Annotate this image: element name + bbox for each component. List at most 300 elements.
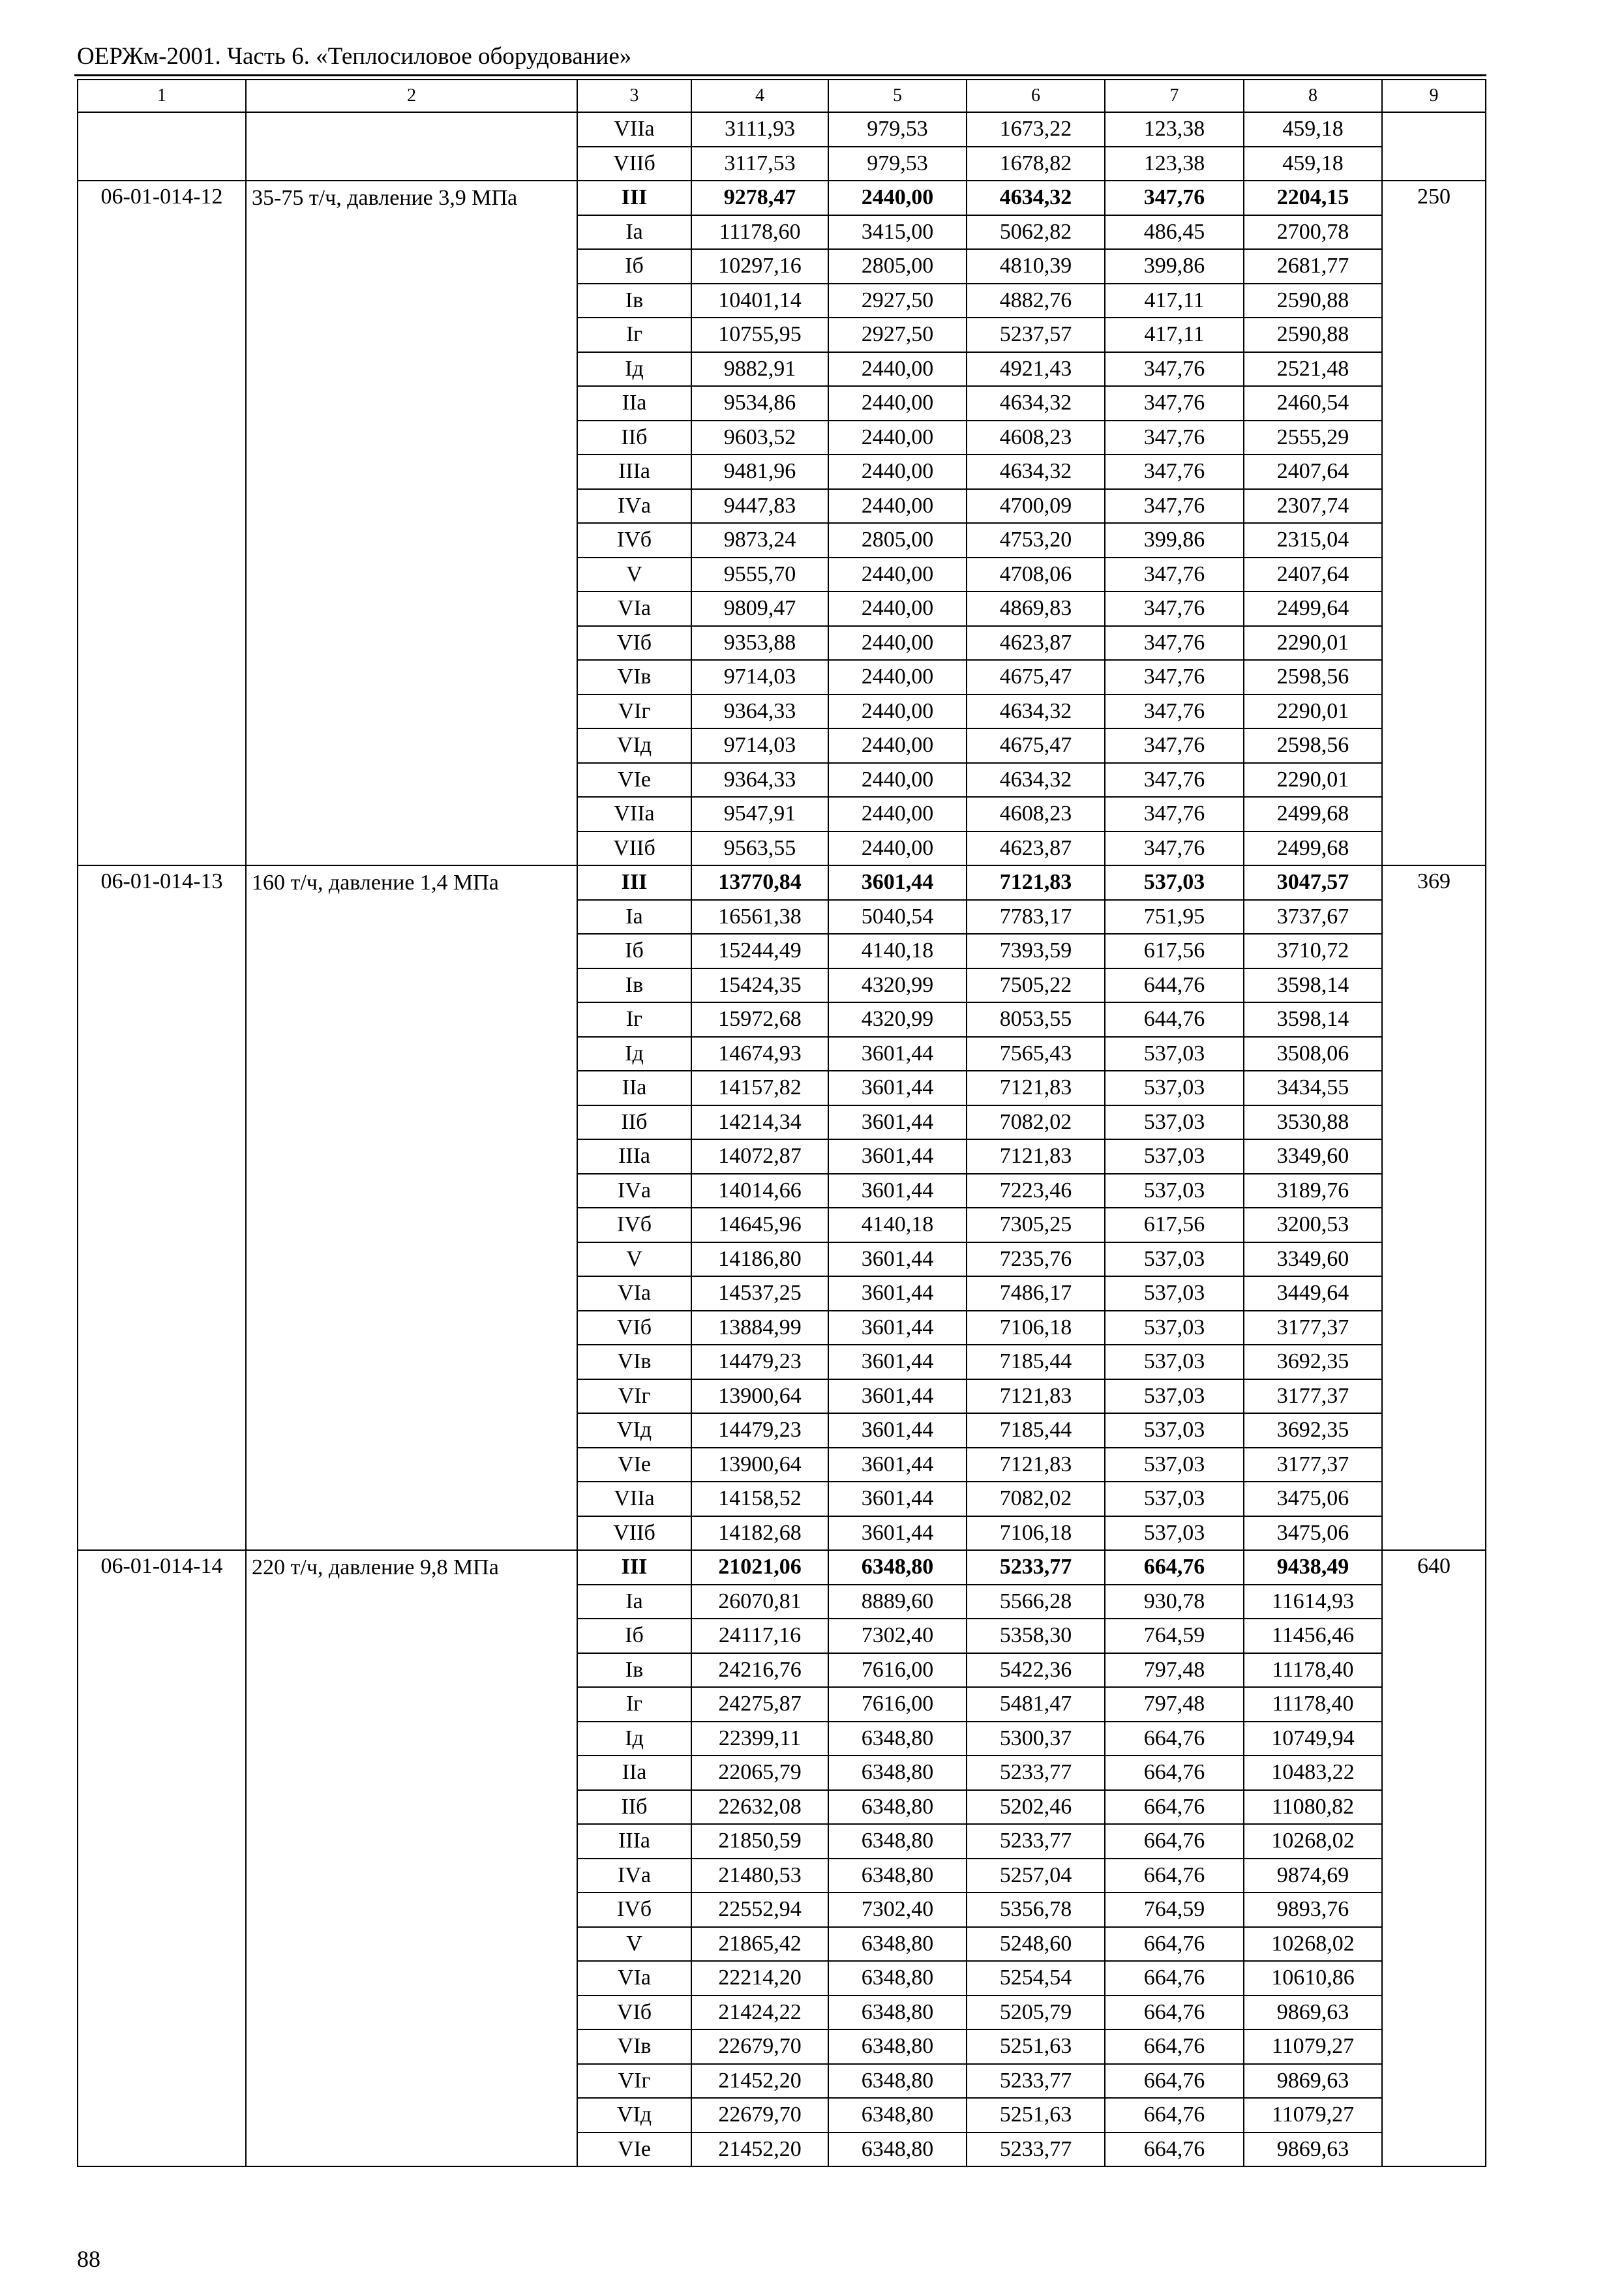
column-header: 5 bbox=[828, 80, 967, 112]
value-cell: 9603,52 bbox=[691, 421, 828, 455]
item-code: 06-01-014-14 bbox=[78, 1550, 246, 2166]
zone-cell: IVа bbox=[577, 1174, 691, 1208]
value-cell: 5233,77 bbox=[967, 1756, 1105, 1790]
value-cell: 664,76 bbox=[1105, 1927, 1244, 1962]
value-cell: 9438,49 bbox=[1244, 1550, 1382, 1585]
value-cell: 5233,77 bbox=[967, 1550, 1105, 1585]
value-cell: 9809,47 bbox=[691, 591, 828, 626]
value-cell: 399,86 bbox=[1105, 249, 1244, 284]
value-cell: 9534,86 bbox=[691, 386, 828, 421]
value-cell: 4320,99 bbox=[828, 1002, 967, 1037]
value-cell: 537,03 bbox=[1105, 1311, 1244, 1345]
value-cell: 2440,00 bbox=[828, 386, 967, 421]
zone-cell: VIа bbox=[577, 1276, 691, 1311]
value-cell: 2440,00 bbox=[828, 797, 967, 831]
zone-cell: VIIб bbox=[577, 1516, 691, 1551]
value-cell: 14158,52 bbox=[691, 1482, 828, 1516]
value-cell: 2440,00 bbox=[828, 558, 967, 592]
value-cell: 979,53 bbox=[828, 112, 967, 147]
value-cell: 4623,87 bbox=[967, 831, 1105, 866]
value-cell: 764,59 bbox=[1105, 1893, 1244, 1927]
column-header: 7 bbox=[1105, 80, 1244, 112]
value-cell: 486,45 bbox=[1105, 215, 1244, 250]
value-cell: 6348,80 bbox=[828, 1550, 967, 1585]
value-cell: 3415,00 bbox=[828, 215, 967, 250]
value-cell: 7302,40 bbox=[828, 1893, 967, 1927]
value-cell: 3449,64 bbox=[1244, 1276, 1382, 1311]
value-cell: 2440,00 bbox=[828, 455, 967, 489]
value-cell: 13900,64 bbox=[691, 1379, 828, 1414]
value-cell: 2700,78 bbox=[1244, 215, 1382, 250]
page-title: ОЕРЖм-2001. Часть 6. «Теплосиловое оборудование» bbox=[77, 43, 632, 70]
value-cell: 10297,16 bbox=[691, 249, 828, 284]
value-cell: 3177,37 bbox=[1244, 1379, 1382, 1414]
value-cell: 2521,48 bbox=[1244, 352, 1382, 387]
value-cell: 7235,76 bbox=[967, 1242, 1105, 1277]
value-cell: 15972,68 bbox=[691, 1002, 828, 1037]
value-cell: 347,76 bbox=[1105, 763, 1244, 798]
table-row bbox=[78, 181, 1486, 215]
zone-cell: Iа bbox=[577, 215, 691, 250]
value-cell: 347,76 bbox=[1105, 591, 1244, 626]
value-cell: 22552,94 bbox=[691, 1893, 828, 1927]
value-cell: 2499,68 bbox=[1244, 831, 1382, 866]
item-description: 160 т/ч, давление 1,4 МПа bbox=[246, 865, 577, 1550]
value-cell: 347,76 bbox=[1105, 558, 1244, 592]
value-cell: 2440,00 bbox=[828, 421, 967, 455]
zone-cell: V bbox=[577, 1927, 691, 1962]
value-cell: 751,95 bbox=[1105, 900, 1244, 935]
zone-cell: IIIа bbox=[577, 1139, 691, 1174]
value-cell: 5356,78 bbox=[967, 1893, 1105, 1927]
value-cell: 2440,00 bbox=[828, 695, 967, 729]
value-cell: 21424,22 bbox=[691, 1996, 828, 2030]
value-cell: 3601,44 bbox=[828, 1037, 967, 1071]
value-cell: 11456,46 bbox=[1244, 1619, 1382, 1653]
value-cell: 3601,44 bbox=[828, 1139, 967, 1174]
value-cell: 1673,22 bbox=[967, 112, 1105, 147]
value-cell: 4634,32 bbox=[967, 455, 1105, 489]
value-cell: 2315,04 bbox=[1244, 523, 1382, 558]
value-cell: 7223,46 bbox=[967, 1174, 1105, 1208]
price-table bbox=[77, 79, 1486, 2167]
value-cell: 2440,00 bbox=[828, 728, 967, 763]
value-cell: 4634,32 bbox=[967, 763, 1105, 798]
value-cell: 459,18 bbox=[1244, 147, 1382, 181]
value-cell: 664,76 bbox=[1105, 1824, 1244, 1859]
value-cell: 7783,17 bbox=[967, 900, 1105, 935]
value-cell: 11614,93 bbox=[1244, 1585, 1382, 1619]
value-cell: 4675,47 bbox=[967, 660, 1105, 695]
value-cell: 3737,67 bbox=[1244, 900, 1382, 935]
zone-cell: VIе bbox=[577, 1448, 691, 1482]
value-cell: 3601,44 bbox=[828, 1242, 967, 1277]
column-header: 1 bbox=[78, 80, 246, 112]
zone-cell: V bbox=[577, 1242, 691, 1277]
value-cell: 9873,24 bbox=[691, 523, 828, 558]
value-cell: 7505,22 bbox=[967, 968, 1105, 1003]
value-cell: 2440,00 bbox=[828, 489, 967, 524]
value-cell: 24117,16 bbox=[691, 1619, 828, 1653]
value-cell: 537,03 bbox=[1105, 1105, 1244, 1140]
value-cell: 2555,29 bbox=[1244, 421, 1382, 455]
value-cell: 7305,25 bbox=[967, 1208, 1105, 1242]
value-cell: 4320,99 bbox=[828, 968, 967, 1003]
value-cell: 347,76 bbox=[1105, 695, 1244, 729]
zone-cell: VIIа bbox=[577, 1482, 691, 1516]
value-cell: 9893,76 bbox=[1244, 1893, 1382, 1927]
value-cell: 10268,02 bbox=[1244, 1824, 1382, 1859]
value-cell: 6348,80 bbox=[828, 1756, 967, 1790]
value-cell: 9869,63 bbox=[1244, 1996, 1382, 2030]
item-code bbox=[78, 112, 246, 181]
value-cell: 4869,83 bbox=[967, 591, 1105, 626]
value-cell: 2460,54 bbox=[1244, 386, 1382, 421]
value-cell: 3692,35 bbox=[1244, 1345, 1382, 1379]
value-cell: 8889,60 bbox=[828, 1585, 967, 1619]
value-cell: 7302,40 bbox=[828, 1619, 967, 1653]
value-cell: 21452,20 bbox=[691, 2132, 828, 2167]
value-cell: 3601,44 bbox=[828, 1105, 967, 1140]
zone-cell: VIв bbox=[577, 1345, 691, 1379]
zone-cell: V bbox=[577, 558, 691, 592]
value-cell: 3601,44 bbox=[828, 1311, 967, 1345]
value-cell: 21021,06 bbox=[691, 1550, 828, 1585]
zone-cell: Iв bbox=[577, 1653, 691, 1688]
zone-cell: Iб bbox=[577, 249, 691, 284]
value-cell: 537,03 bbox=[1105, 1276, 1244, 1311]
value-cell: 16561,38 bbox=[691, 900, 828, 935]
value-cell: 10755,95 bbox=[691, 318, 828, 352]
zone-cell: VIб bbox=[577, 1311, 691, 1345]
value-cell: 3601,44 bbox=[828, 1448, 967, 1482]
zone-cell: IIа bbox=[577, 1071, 691, 1105]
table-row bbox=[78, 112, 1486, 147]
value-cell: 664,76 bbox=[1105, 1961, 1244, 1996]
value-cell: 9874,69 bbox=[1244, 1859, 1382, 1893]
zone-cell: VIг bbox=[577, 2064, 691, 2099]
value-cell: 4810,39 bbox=[967, 249, 1105, 284]
value-cell: 21480,53 bbox=[691, 1859, 828, 1893]
column-header: 9 bbox=[1382, 80, 1486, 112]
value-cell: 6348,80 bbox=[828, 1996, 967, 2030]
value-cell: 6348,80 bbox=[828, 1790, 967, 1825]
zone-cell: Iд bbox=[577, 1722, 691, 1756]
value-cell: 764,59 bbox=[1105, 1619, 1244, 1653]
value-cell: 11080,82 bbox=[1244, 1790, 1382, 1825]
value-cell: 537,03 bbox=[1105, 865, 1244, 900]
value-cell: 537,03 bbox=[1105, 1413, 1244, 1448]
value-cell: 7185,44 bbox=[967, 1345, 1105, 1379]
value-cell: 3189,76 bbox=[1244, 1174, 1382, 1208]
value-cell: 22399,11 bbox=[691, 1722, 828, 1756]
value-cell: 14537,25 bbox=[691, 1276, 828, 1311]
zone-cell: Iв bbox=[577, 968, 691, 1003]
value-cell: 5257,04 bbox=[967, 1859, 1105, 1893]
value-cell: 3475,06 bbox=[1244, 1482, 1382, 1516]
value-cell: 123,38 bbox=[1105, 112, 1244, 147]
value-cell: 11079,27 bbox=[1244, 2029, 1382, 2064]
value-cell: 979,53 bbox=[828, 147, 967, 181]
value-cell: 3349,60 bbox=[1244, 1139, 1382, 1174]
zone-cell: VIг bbox=[577, 695, 691, 729]
value-cell: 7393,59 bbox=[967, 934, 1105, 968]
value-cell: 347,76 bbox=[1105, 797, 1244, 831]
value-cell: 2598,56 bbox=[1244, 660, 1382, 695]
value-cell: 3508,06 bbox=[1244, 1037, 1382, 1071]
value-cell: 7185,44 bbox=[967, 1413, 1105, 1448]
value-cell: 537,03 bbox=[1105, 1379, 1244, 1414]
value-cell: 10401,14 bbox=[691, 284, 828, 318]
value-cell: 11079,27 bbox=[1244, 2098, 1382, 2132]
table-header bbox=[78, 80, 1486, 112]
value-cell: 4608,23 bbox=[967, 421, 1105, 455]
value-cell: 347,76 bbox=[1105, 352, 1244, 387]
value-cell: 2204,15 bbox=[1244, 181, 1382, 215]
value-cell: 4753,20 bbox=[967, 523, 1105, 558]
value-cell: 9714,03 bbox=[691, 728, 828, 763]
value-cell: 11178,40 bbox=[1244, 1687, 1382, 1722]
value-cell: 4708,06 bbox=[967, 558, 1105, 592]
zone-cell: VIд bbox=[577, 2098, 691, 2132]
value-cell: 2440,00 bbox=[828, 763, 967, 798]
column-9-cell: 250 bbox=[1382, 181, 1486, 865]
value-cell: 664,76 bbox=[1105, 1722, 1244, 1756]
value-cell: 617,56 bbox=[1105, 934, 1244, 968]
value-cell: 6348,80 bbox=[828, 2132, 967, 2167]
value-cell: 5251,63 bbox=[967, 2029, 1105, 2064]
value-cell: 15424,35 bbox=[691, 968, 828, 1003]
value-cell: 3200,53 bbox=[1244, 1208, 1382, 1242]
value-cell: 26070,81 bbox=[691, 1585, 828, 1619]
value-cell: 797,48 bbox=[1105, 1653, 1244, 1688]
value-cell: 4623,87 bbox=[967, 626, 1105, 661]
value-cell: 7082,02 bbox=[967, 1482, 1105, 1516]
value-cell: 14479,23 bbox=[691, 1345, 828, 1379]
value-cell: 3601,44 bbox=[828, 1276, 967, 1311]
value-cell: 3601,44 bbox=[828, 1516, 967, 1551]
value-cell: 2499,68 bbox=[1244, 797, 1382, 831]
value-cell: 537,03 bbox=[1105, 1037, 1244, 1071]
value-cell: 5254,54 bbox=[967, 1961, 1105, 1996]
zone-cell: VIв bbox=[577, 660, 691, 695]
zone-cell: VIIa bbox=[577, 112, 691, 147]
value-cell: 5248,60 bbox=[967, 1927, 1105, 1962]
value-cell: 9555,70 bbox=[691, 558, 828, 592]
value-cell: 7121,83 bbox=[967, 1071, 1105, 1105]
value-cell: 347,76 bbox=[1105, 728, 1244, 763]
column-header: 6 bbox=[967, 80, 1105, 112]
value-cell: 3601,44 bbox=[828, 1345, 967, 1379]
value-cell: 9447,83 bbox=[691, 489, 828, 524]
value-cell: 22065,79 bbox=[691, 1756, 828, 1790]
zone-cell: III bbox=[577, 865, 691, 900]
value-cell: 6348,80 bbox=[828, 2029, 967, 2064]
zone-cell: Iд bbox=[577, 352, 691, 387]
value-cell: 5300,37 bbox=[967, 1722, 1105, 1756]
value-cell: 4634,32 bbox=[967, 181, 1105, 215]
value-cell: 13900,64 bbox=[691, 1448, 828, 1482]
value-cell: 13770,84 bbox=[691, 865, 828, 900]
value-cell: 7121,83 bbox=[967, 1139, 1105, 1174]
value-cell: 2440,00 bbox=[828, 831, 967, 866]
value-cell: 10749,94 bbox=[1244, 1722, 1382, 1756]
value-cell: 3475,06 bbox=[1244, 1516, 1382, 1551]
value-cell: 347,76 bbox=[1105, 421, 1244, 455]
value-cell: 3601,44 bbox=[828, 1379, 967, 1414]
value-cell: 14674,93 bbox=[691, 1037, 828, 1071]
value-cell: 2590,88 bbox=[1244, 284, 1382, 318]
value-cell: 5358,30 bbox=[967, 1619, 1105, 1653]
value-cell: 4140,18 bbox=[828, 1208, 967, 1242]
value-cell: 3349,60 bbox=[1244, 1242, 1382, 1277]
value-cell: 22632,08 bbox=[691, 1790, 828, 1825]
value-cell: 21850,59 bbox=[691, 1824, 828, 1859]
zone-cell: VIIа bbox=[577, 797, 691, 831]
value-cell: 10610,86 bbox=[1244, 1961, 1382, 1996]
zone-cell: VIIб bbox=[577, 831, 691, 866]
value-cell: 3601,44 bbox=[828, 1482, 967, 1516]
column-header: 3 bbox=[577, 80, 691, 112]
value-cell: 7616,00 bbox=[828, 1653, 967, 1688]
value-cell: 417,11 bbox=[1105, 318, 1244, 352]
value-cell: 537,03 bbox=[1105, 1448, 1244, 1482]
value-cell: 14014,66 bbox=[691, 1174, 828, 1208]
value-cell: 2440,00 bbox=[828, 660, 967, 695]
value-cell: 3601,44 bbox=[828, 1071, 967, 1105]
value-cell: 7106,18 bbox=[967, 1311, 1105, 1345]
value-cell: 10483,22 bbox=[1244, 1756, 1382, 1790]
value-cell: 9278,47 bbox=[691, 181, 828, 215]
value-cell: 7486,17 bbox=[967, 1276, 1105, 1311]
zone-cell: Iг bbox=[577, 318, 691, 352]
item-description bbox=[246, 112, 577, 181]
value-cell: 2440,00 bbox=[828, 626, 967, 661]
table-body bbox=[78, 112, 1486, 2166]
value-cell: 347,76 bbox=[1105, 181, 1244, 215]
value-cell: 4140,18 bbox=[828, 934, 967, 968]
zone-cell: Iг bbox=[577, 1687, 691, 1722]
value-cell: 9547,91 bbox=[691, 797, 828, 831]
table-row bbox=[78, 865, 1486, 900]
value-cell: 14157,82 bbox=[691, 1071, 828, 1105]
zone-cell: VIIб bbox=[577, 147, 691, 181]
value-cell: 3111,93 bbox=[691, 112, 828, 147]
value-cell: 3601,44 bbox=[828, 865, 967, 900]
value-cell: 5202,46 bbox=[967, 1790, 1105, 1825]
value-cell: 11178,40 bbox=[1244, 1653, 1382, 1688]
value-cell: 14645,96 bbox=[691, 1208, 828, 1242]
value-cell: 22679,70 bbox=[691, 2098, 828, 2132]
value-cell: 2440,00 bbox=[828, 181, 967, 215]
value-cell: 7565,43 bbox=[967, 1037, 1105, 1071]
value-cell: 347,76 bbox=[1105, 489, 1244, 524]
value-cell: 3598,14 bbox=[1244, 1002, 1382, 1037]
value-cell: 21865,42 bbox=[691, 1927, 828, 1962]
value-cell: 9563,55 bbox=[691, 831, 828, 866]
value-cell: 347,76 bbox=[1105, 660, 1244, 695]
value-cell: 664,76 bbox=[1105, 1790, 1244, 1825]
zone-cell: III bbox=[577, 181, 691, 215]
column-header: 8 bbox=[1244, 80, 1382, 112]
value-cell: 2681,77 bbox=[1244, 249, 1382, 284]
value-cell: 4921,43 bbox=[967, 352, 1105, 387]
zone-cell: Iа bbox=[577, 900, 691, 935]
value-cell: 2290,01 bbox=[1244, 626, 1382, 661]
value-cell: 2927,50 bbox=[828, 284, 967, 318]
zone-cell: VIб bbox=[577, 1996, 691, 2030]
zone-cell: IIб bbox=[577, 1105, 691, 1140]
table-row bbox=[78, 1550, 1486, 1585]
value-cell: 1678,82 bbox=[967, 147, 1105, 181]
item-code: 06-01-014-12 bbox=[78, 181, 246, 865]
value-cell: 13884,99 bbox=[691, 1311, 828, 1345]
value-cell: 9869,63 bbox=[1244, 2132, 1382, 2167]
zone-cell: Iг bbox=[577, 1002, 691, 1037]
value-cell: 537,03 bbox=[1105, 1139, 1244, 1174]
value-cell: 3710,72 bbox=[1244, 934, 1382, 968]
zone-cell: Iа bbox=[577, 1585, 691, 1619]
value-cell: 7121,83 bbox=[967, 1448, 1105, 1482]
value-cell: 347,76 bbox=[1105, 626, 1244, 661]
value-cell: 21452,20 bbox=[691, 2064, 828, 2099]
value-cell: 797,48 bbox=[1105, 1687, 1244, 1722]
value-cell: 2499,64 bbox=[1244, 591, 1382, 626]
value-cell: 644,76 bbox=[1105, 1002, 1244, 1037]
zone-cell: IIIа bbox=[577, 1824, 691, 1859]
value-cell: 3177,37 bbox=[1244, 1448, 1382, 1482]
value-cell: 9364,33 bbox=[691, 763, 828, 798]
value-cell: 4634,32 bbox=[967, 695, 1105, 729]
value-cell: 24275,87 bbox=[691, 1687, 828, 1722]
value-cell: 2805,00 bbox=[828, 249, 967, 284]
value-cell: 459,18 bbox=[1244, 112, 1382, 147]
value-cell: 5481,47 bbox=[967, 1687, 1105, 1722]
value-cell: 7106,18 bbox=[967, 1516, 1105, 1551]
value-cell: 5251,63 bbox=[967, 2098, 1105, 2132]
value-cell: 664,76 bbox=[1105, 1996, 1244, 2030]
zone-cell: Iв bbox=[577, 284, 691, 318]
zone-cell: VIе bbox=[577, 2132, 691, 2167]
value-cell: 3117,53 bbox=[691, 147, 828, 181]
value-cell: 5040,54 bbox=[828, 900, 967, 935]
zone-cell: VIд bbox=[577, 1413, 691, 1448]
value-cell: 6348,80 bbox=[828, 2098, 967, 2132]
value-cell: 22679,70 bbox=[691, 2029, 828, 2064]
value-cell: 2598,56 bbox=[1244, 728, 1382, 763]
value-cell: 664,76 bbox=[1105, 2132, 1244, 2167]
value-cell: 6348,80 bbox=[828, 1927, 967, 1962]
value-cell: 24216,76 bbox=[691, 1653, 828, 1688]
zone-cell: IIа bbox=[577, 386, 691, 421]
value-cell: 537,03 bbox=[1105, 1174, 1244, 1208]
zone-cell: VIд bbox=[577, 728, 691, 763]
value-cell: 5233,77 bbox=[967, 2064, 1105, 2099]
value-cell: 6348,80 bbox=[828, 1859, 967, 1893]
value-cell: 9882,91 bbox=[691, 352, 828, 387]
value-cell: 6348,80 bbox=[828, 2064, 967, 2099]
value-cell: 11178,60 bbox=[691, 215, 828, 250]
zone-cell: III bbox=[577, 1550, 691, 1585]
value-cell: 664,76 bbox=[1105, 1550, 1244, 1585]
value-cell: 4700,09 bbox=[967, 489, 1105, 524]
value-cell: 6348,80 bbox=[828, 1961, 967, 1996]
value-cell: 3530,88 bbox=[1244, 1105, 1382, 1140]
header-rule bbox=[74, 74, 1486, 76]
zone-cell: IIа bbox=[577, 1756, 691, 1790]
zone-cell: Iб bbox=[577, 934, 691, 968]
value-cell: 2590,88 bbox=[1244, 318, 1382, 352]
